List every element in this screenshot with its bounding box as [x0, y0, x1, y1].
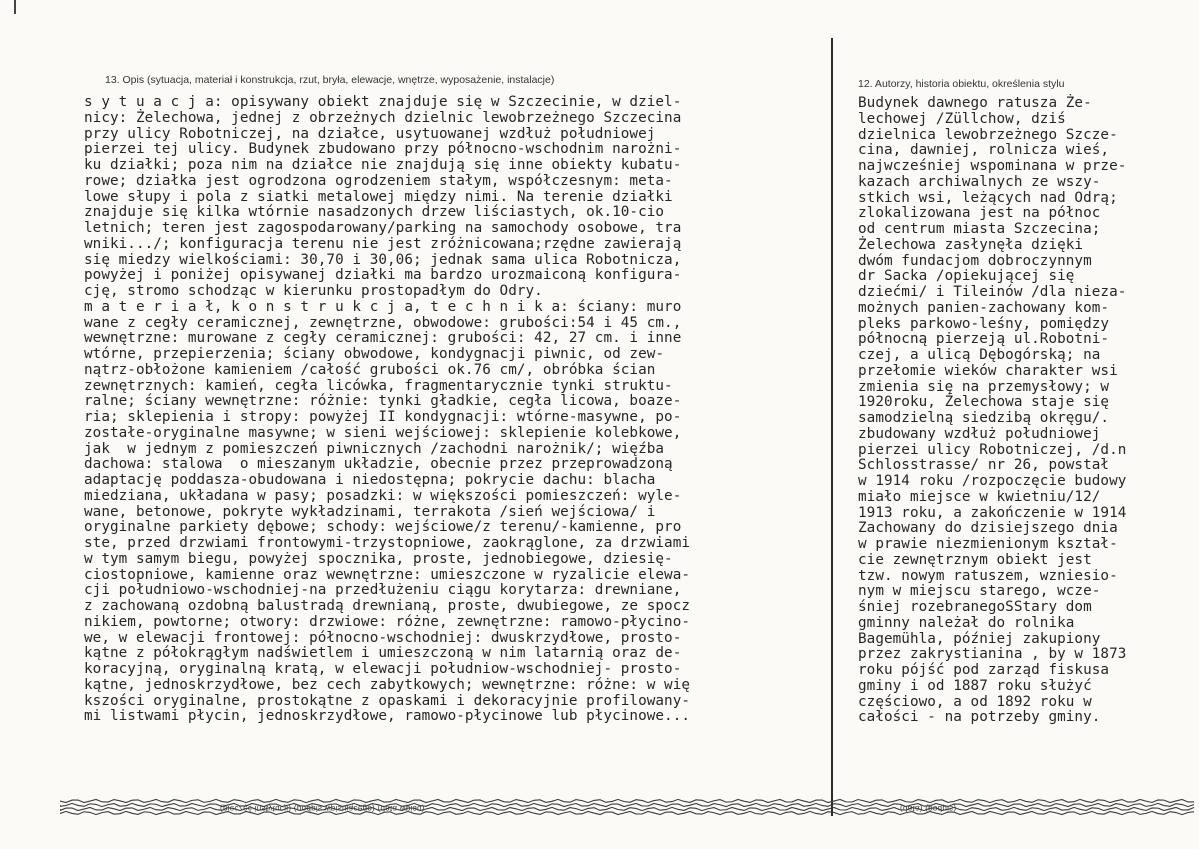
right-line: dr Sacka /opiekującej się	[858, 268, 1075, 285]
left-line: wtórne, przepierzenia; ściany obwodowe, kondygnacji piwnic, od zew-	[84, 346, 665, 362]
left-line: adaptację poddasza-obudowana i niedostępna; pokrycie dachu: blacha	[84, 472, 656, 488]
left-line: powyżej i poniżej opisywanej działki ma bardzo urozmaiconą konfigura-	[84, 267, 682, 284]
right-line: zmienia się na przemysłowy; w	[858, 378, 1110, 395]
column-divider	[831, 38, 833, 816]
left-line: nikiem, powtorne; otwory: drzwiowe: różne, zewnętrzne: ramowo-płycino-	[84, 613, 691, 630]
left-line: kątne, jednoskrzydłowe, bez cech zabytkowych; wewnętrzne: różne: w wię	[84, 676, 691, 693]
left-line: się miedzy wielkościami: 30,70 i 30,06; jednak sama ulica Robotnicza,	[84, 251, 682, 268]
right-line: częściowo, a od 1892 roku w	[858, 693, 1092, 710]
left-line: kszości oryginalne, prostokątne z opaskami i dekoracyjnie profilowany-	[84, 692, 691, 709]
left-line: ciostopniowe, kamienne oraz wewnętrzne: umieszczone w ryzalicie elewa-	[84, 566, 691, 583]
left-line: s y t u a c j a: opisywany obiekt znajduje się w Szczecinie, w dziel-	[84, 94, 682, 110]
description-text-block	[84, 95, 690, 725]
right-line: czej, a ulicą Dębogórską; na	[858, 347, 1101, 363]
right-line: dzielnica lewobrzeżnego Szcze-	[858, 126, 1118, 143]
left-line: ku działki; poza nim na działce nie znajdują się inne obiekty kubatu-	[84, 157, 682, 173]
corner-tick-mark	[14, 0, 16, 14]
left-line: zewnętrznych: kamień, cegła licówka, fragmentarycznie tynki struktu-	[84, 377, 673, 394]
left-line: cję, stromo schodząc w kierunku prostopadłym do Odry.	[84, 283, 543, 299]
footer-caption-left: (pieczęć instytucji) (podpis wpisującego) (data wpisu)	[220, 804, 425, 813]
right-line: roku pójść pod zarząd fiskusa	[858, 662, 1110, 678]
left-line: ste, przed drzwiami frontowymi-trzystopniowe, zaokrąglone, za drzwiami	[84, 535, 691, 551]
right-line: Żelechowa zasłynęła dzięki	[858, 236, 1084, 253]
right-line: gminny należał do rolnika	[858, 614, 1075, 631]
right-line: stkich wsi, leżących nad Odrą;	[858, 189, 1118, 206]
right-line: możnych panien-zachowany kom-	[858, 299, 1110, 316]
left-line: lowe słupy i pola z siatki metalowej między nimi. Na terenie działki	[84, 188, 673, 205]
left-line: wniki.../; konfiguracja terenu nie jest zróżnicowana;rzędne zawierają	[84, 235, 682, 252]
right-line: Bagemühla, później zakupiony	[858, 630, 1101, 647]
left-line: dachowa: stalowa o mieszanym układzie, obecnie przez przeprowadzoną	[84, 456, 673, 473]
left-line: jak w jednym z pomieszczeń piwnicznych /zachodni narożnik/; więźba	[84, 440, 665, 457]
right-line: nym w miejscu starego, wcze-	[858, 583, 1101, 600]
left-line: rowe; działka jest ogrodzona ogrodzeniem stałym, współczesnym: meta-	[84, 172, 673, 189]
left-line: w tym samym biegu, powyżej spocznika, proste, jednobiegowe, dziesię-	[84, 550, 673, 567]
left-line: wane, betonowe, pokryte wykładzinami, terrakota /sień wejściowa/ i	[84, 503, 656, 520]
right-line: w prawie niezmienionym kształ-	[858, 536, 1118, 552]
right-line: od centrum miasta Szczecina;	[858, 221, 1101, 237]
left-line: zostałe-oryginalne masywne; w sieni wejściowej: sklepienie kolebkowe,	[84, 424, 682, 441]
right-line: lechowej /Züllchow, dziś	[858, 110, 1066, 127]
left-line: m a t e r i a ł, k o n s t r u k c j a, t e c h n i k a: ściany: muro	[84, 298, 682, 315]
left-line: cji południowo-wschodniej-na przedłużeniu ciągu korytarza: drewniane,	[84, 582, 682, 599]
right-line: 1920roku, Żelechowa staje się	[858, 394, 1110, 411]
right-line: w 1914 roku /rozpoczęcie budowy	[858, 473, 1127, 489]
left-line: pierzei tej ulicy. Budynek zbudowano przy północno-wschodnim narożni-	[84, 141, 682, 158]
left-line: miedziana, układana w pasy; posadzki: w większości pomieszczeń: wyle-	[84, 487, 682, 504]
right-line: gminy i od 1887 roku służyć	[858, 677, 1092, 694]
right-line: północną pierzeją ul.Robotni-	[858, 331, 1110, 348]
right-line: zlokalizowana jest na północ	[858, 205, 1101, 222]
left-line: wewnętrzne: murowane z cegły ceramicznej: grubości: 42, 27 cm. i inne	[84, 330, 682, 347]
right-line: śniej rozebranegoSStary dom	[858, 599, 1092, 615]
right-line: cie zewnętrznym obiekt jest	[858, 551, 1092, 568]
left-line: letnich; teren jest zagospodarowany/parking na samochody osobowe, tra	[84, 220, 682, 236]
left-line: znajduje się kilka wtórnie nasadzonych drzew liściastych, ok.10-cio	[84, 204, 665, 221]
left-line: we, w elewacji frontowej: północno-wschodniej: dwuskrzydłowe, prosto-	[84, 629, 682, 646]
footer-wave-line	[60, 799, 1194, 802]
right-line: samodzielną siedzibą okręgu/.	[858, 410, 1110, 426]
left-line: wane z cegły ceramicznej, zewnętrzne, obwodowe: grubości:54 i 45 cm.,	[84, 314, 682, 331]
right-line: Budynek dawnego ratusza Że-	[858, 95, 1092, 111]
left-line: kątne z półokrągłym nadświetlem i umieszczoną w nim latarnią oraz de-	[84, 645, 682, 662]
right-line: tzw. nowym ratuszem, wzniesio-	[858, 567, 1118, 584]
right-line: pierzei ulicy Robotniczej, /d.n	[858, 441, 1127, 458]
right-line: Zachowany do dzisiejszego dnia	[858, 520, 1118, 537]
right-line: przez zakrystianina , by w 1873	[858, 646, 1127, 663]
right-line: kazach archiwalnych ze wszy-	[858, 173, 1101, 190]
right-line: zbudowany wzdłuż południowej	[858, 425, 1101, 442]
left-line: nicy: Żelechowa, jednej z obrzeżnych dzielnic lewobrzeżnego Szczecina	[84, 109, 682, 126]
left-line: z zachowaną ozdobną balustradą drewnianą, proste, dwubiegowe, ze spocz	[84, 598, 691, 614]
right-line: najwcześniej wspominana w prze-	[858, 158, 1127, 174]
section-12-header: 12. Autorzy, historia obiektu, określenia stylu	[858, 78, 1065, 90]
left-line: mi listwami płycin, jednoskrzydłowe, ramowo-płycinowe lub płycinowe...	[84, 708, 691, 725]
left-line: nątrz-obłożone kamieniem /całość grubości ok.76 cm/, obróbka ścian	[84, 361, 656, 378]
section-13-header: 13. Opis (sytuacja, materiał i konstrukcja, rzut, bryła, elewacje, wnętrze, wyposażenie, instalacje)	[105, 74, 555, 86]
footer-caption-right: (data) (podpis)	[900, 804, 957, 813]
left-line: koracyjną, oryginalną kratą, w elewacji południow-wschodniej- prosto-	[84, 661, 682, 677]
right-line: dwóm fundacjom dobroczynnym	[858, 252, 1092, 269]
left-line: ria; sklepienia i stropy: powyżej II kondygnacji: wtórne-masywne, po-	[84, 409, 682, 425]
left-line: oryginalne parkiety dębowe; schody: wejściowe/z terenu/-kamienne, pro	[84, 519, 682, 536]
right-line: Schlosstrasse/ nr 26, powstał	[858, 457, 1110, 474]
right-line: miało miejsce w kwietniu/12/	[858, 488, 1101, 505]
right-line: cina, dawniej, rolnicza wieś,	[858, 142, 1110, 159]
right-line: całości - na potrzeby gminy.	[858, 709, 1101, 726]
left-line: przy ulicy Robotniczej, na działce, usytuowanej wzdłuż południowej	[84, 125, 656, 142]
right-line: pleks parkowo-leśny, pomiędzy	[858, 315, 1110, 332]
left-line: ralne; ściany wewnętrzne: różnie: tynki gładkie, cegła licowa, boaze-	[84, 393, 682, 410]
right-line: dziećmi/ i Tileinów /dla nieza-	[858, 284, 1127, 300]
history-text-block	[858, 96, 1126, 726]
right-line: przełomie wieków charakter wsi	[858, 362, 1118, 379]
right-line: 1913 roku, a zakończenie w 1914	[858, 504, 1127, 521]
